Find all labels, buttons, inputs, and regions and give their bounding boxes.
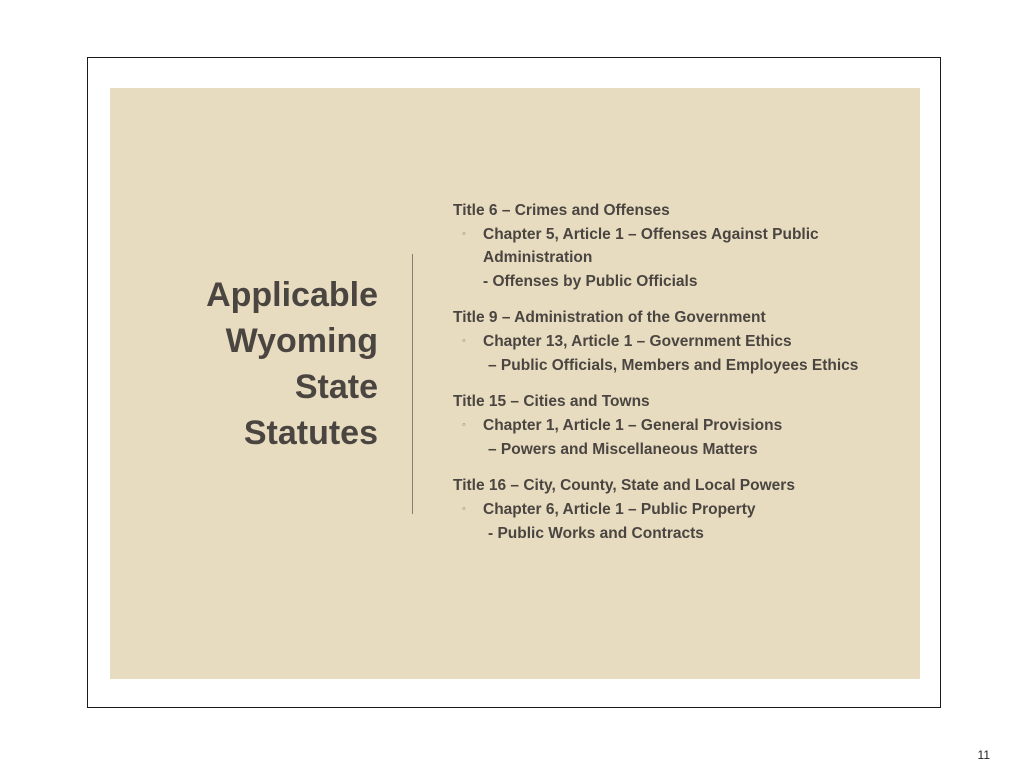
slide-title-line: Wyoming: [225, 322, 378, 360]
chapter-item: [453, 223, 913, 294]
chapter-item: [453, 414, 913, 462]
chapter-line: Chapter 13, Article 1 – Government Ethics: [483, 333, 792, 350]
slide-title: [150, 272, 378, 456]
chapter-line: Chapter 1, Article 1 – General Provisions: [483, 417, 783, 434]
chapter-line: Chapter 5, Article 1 – Offenses Against Public: [483, 226, 819, 243]
statute-section: [453, 306, 913, 378]
chapter-detail: - Public Works and Contracts: [488, 525, 704, 542]
chapter-item: [453, 330, 913, 378]
statute-section: [453, 474, 913, 546]
statute-title: Title 6 – Crimes and Offenses: [453, 202, 670, 219]
bullet-icon: ◦: [462, 503, 466, 515]
slide-title-line: State: [294, 368, 378, 406]
chapter-detail: – Public Officials, Members and Employees Ethics: [488, 357, 859, 374]
statute-section: [453, 199, 913, 294]
chapter-item: [453, 498, 913, 546]
chapter-line: Administration: [483, 249, 593, 266]
bullet-icon: ◦: [462, 419, 466, 431]
bullet-icon: ◦: [462, 335, 466, 347]
chapter-detail: - Offenses by Public Officials: [483, 273, 698, 290]
slide-title-line: Statutes: [243, 414, 378, 452]
statute-section: [453, 390, 913, 462]
bullet-icon: ◦: [462, 228, 466, 240]
chapter-line: Chapter 6, Article 1 – Public Property: [483, 501, 756, 518]
statute-title: Title 15 – Cities and Towns: [453, 393, 650, 410]
page-number: 11: [977, 748, 990, 762]
chapter-detail: – Powers and Miscellaneous Matters: [488, 441, 758, 458]
statute-title: Title 9 – Administration of the Government: [453, 309, 766, 326]
statute-title: Title 16 – City, County, State and Local Powers: [453, 477, 795, 494]
slide-title-line: Applicable: [206, 276, 378, 314]
statutes-list: [453, 199, 913, 558]
vertical-divider: [412, 254, 413, 514]
